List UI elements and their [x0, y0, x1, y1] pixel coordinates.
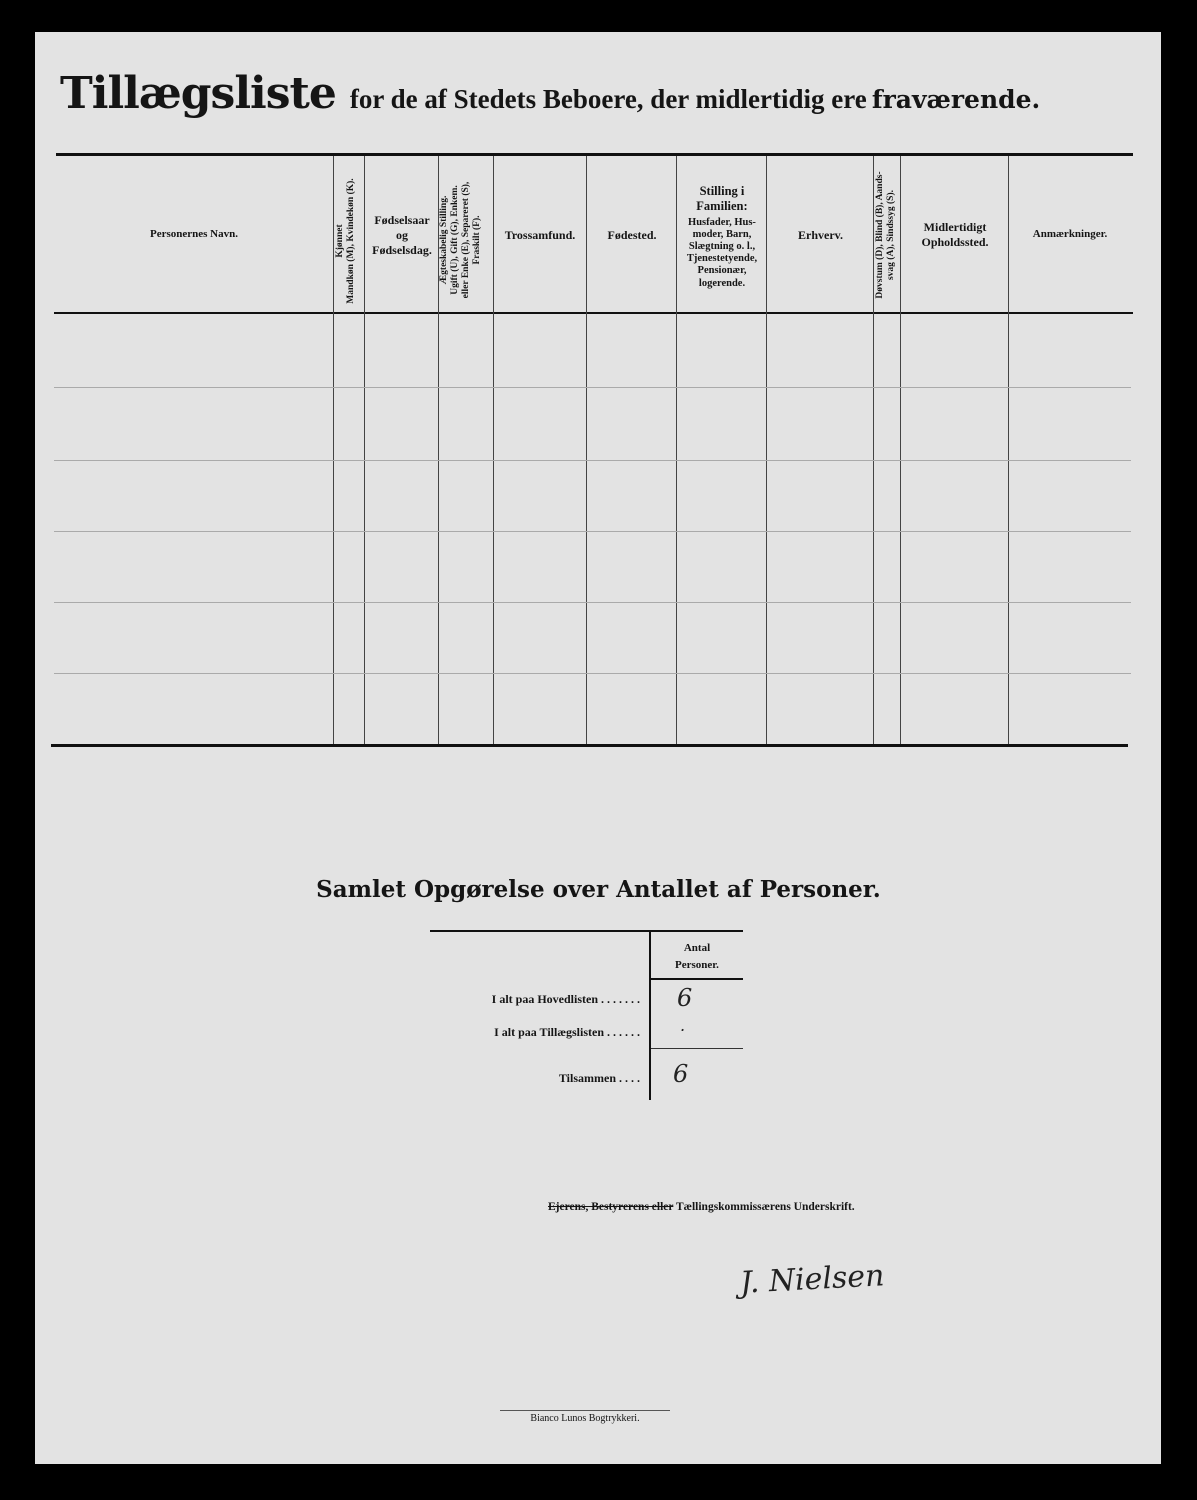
table-top-rule: [56, 153, 1133, 156]
marital-line: eller Enke (E), Separeret (S),: [460, 181, 471, 299]
form-header: [60, 68, 1120, 119]
summary-count-header-rule: [651, 978, 743, 980]
col-divider: [873, 156, 874, 744]
summary-row-label: Tilsammen . . . .: [558, 1071, 640, 1085]
col-header-residence: [902, 210, 1008, 260]
table-header-rule: [54, 312, 1133, 314]
col-header-birth: [366, 200, 438, 270]
form-subtitle: for de af Stedets Beboere, der midlertidig ere: [349, 84, 867, 114]
summary-row-label: I alt paa Tillægslisten . . . . . .: [494, 1025, 640, 1039]
summary-row-value: 6: [677, 984, 693, 1012]
table-row-line: [54, 673, 1131, 674]
marital-line: Ægteskabelig Stilling.: [439, 195, 449, 285]
form-subtitle-emphasis: fraværende.: [871, 85, 1041, 114]
summary-row-value: .: [680, 1016, 686, 1035]
table-bottom-rule: [51, 744, 1128, 747]
birth-line: Fødselsaar: [374, 212, 430, 227]
table-row-line: [54, 387, 1131, 388]
birth-line: og: [396, 227, 408, 242]
marital-line: Ugift (U), Gift (G), Enkem.: [449, 185, 460, 295]
family-line: moder, Barn,: [692, 229, 752, 241]
col-header-name: Personernes Navn.: [150, 228, 238, 241]
family-line: Husfader, Hus-: [688, 217, 756, 229]
col-divider: [1008, 156, 1009, 744]
col-header-disability: [875, 160, 899, 310]
summary-title: Samlet Opgørelse over Antallet af Personer.: [316, 876, 881, 903]
col-divider: [900, 156, 901, 744]
col-divider: [766, 156, 767, 744]
family-line: Familien:: [696, 198, 748, 213]
col-divider: [586, 156, 587, 744]
birth-line: Fødselsdag.: [372, 242, 432, 257]
col-divider: [364, 156, 365, 744]
col-header-marital: [439, 165, 491, 315]
signature-handwritten: J. Nielsen: [739, 1258, 886, 1301]
col-header-gender: [335, 166, 363, 316]
table-row-line: [54, 602, 1131, 603]
col-header-remarks: Anmærkninger.: [1032, 228, 1108, 241]
signature-caption: [548, 1201, 855, 1213]
family-line: Slægtning o. l.,: [688, 241, 756, 253]
col-divider: [676, 156, 677, 744]
summary-top-rule: [430, 930, 743, 932]
summary-row-label: I alt paa Hovedlisten . . . . . . .: [491, 992, 640, 1006]
form-title: Tillægsliste: [60, 68, 336, 119]
summary-total-rule: [651, 1048, 743, 1049]
family-line: Pensionær,: [697, 265, 747, 277]
count-header-line: Antal: [683, 942, 711, 954]
marital-line: Fraskilt (F).: [471, 215, 482, 265]
signature-caption-text: Tællingskommissærens Underskrift.: [675, 1201, 855, 1213]
residence-line: Midlertidigt: [923, 220, 987, 234]
family-line: Stilling i: [699, 184, 745, 199]
disability-line: svag (A), Sindssyg (S).: [885, 190, 896, 281]
family-line: logerende.: [698, 277, 746, 289]
gender-line: Kjønnet: [335, 224, 345, 258]
family-line: Tjenestetyende,: [686, 253, 758, 265]
signature-struck-text: Ejerens, Bestyrerens eller: [548, 1201, 674, 1213]
disability-line: Døvstum (D), Blind (B), Aands-: [875, 171, 885, 299]
residence-line: Opholdssted.: [921, 235, 989, 249]
count-header-line: Personer.: [675, 959, 719, 972]
col-header-family: [678, 178, 766, 296]
gender-line: Mandkøn (M), Kvindekøn (K).: [345, 178, 356, 304]
col-header-occupation: Erhverv.: [798, 227, 843, 242]
summary-count-header: [651, 940, 743, 974]
col-header-birthplace: Fødested.: [607, 227, 657, 242]
table-row-line: [54, 460, 1131, 461]
table-row-line: [54, 531, 1131, 532]
printer-imprint: Bianco Lunos Bogtrykkeri.: [500, 1410, 670, 1424]
summary-row-value: 6: [673, 1060, 689, 1088]
col-header-faith: Trossamfund.: [504, 227, 576, 242]
col-divider: [333, 156, 334, 744]
